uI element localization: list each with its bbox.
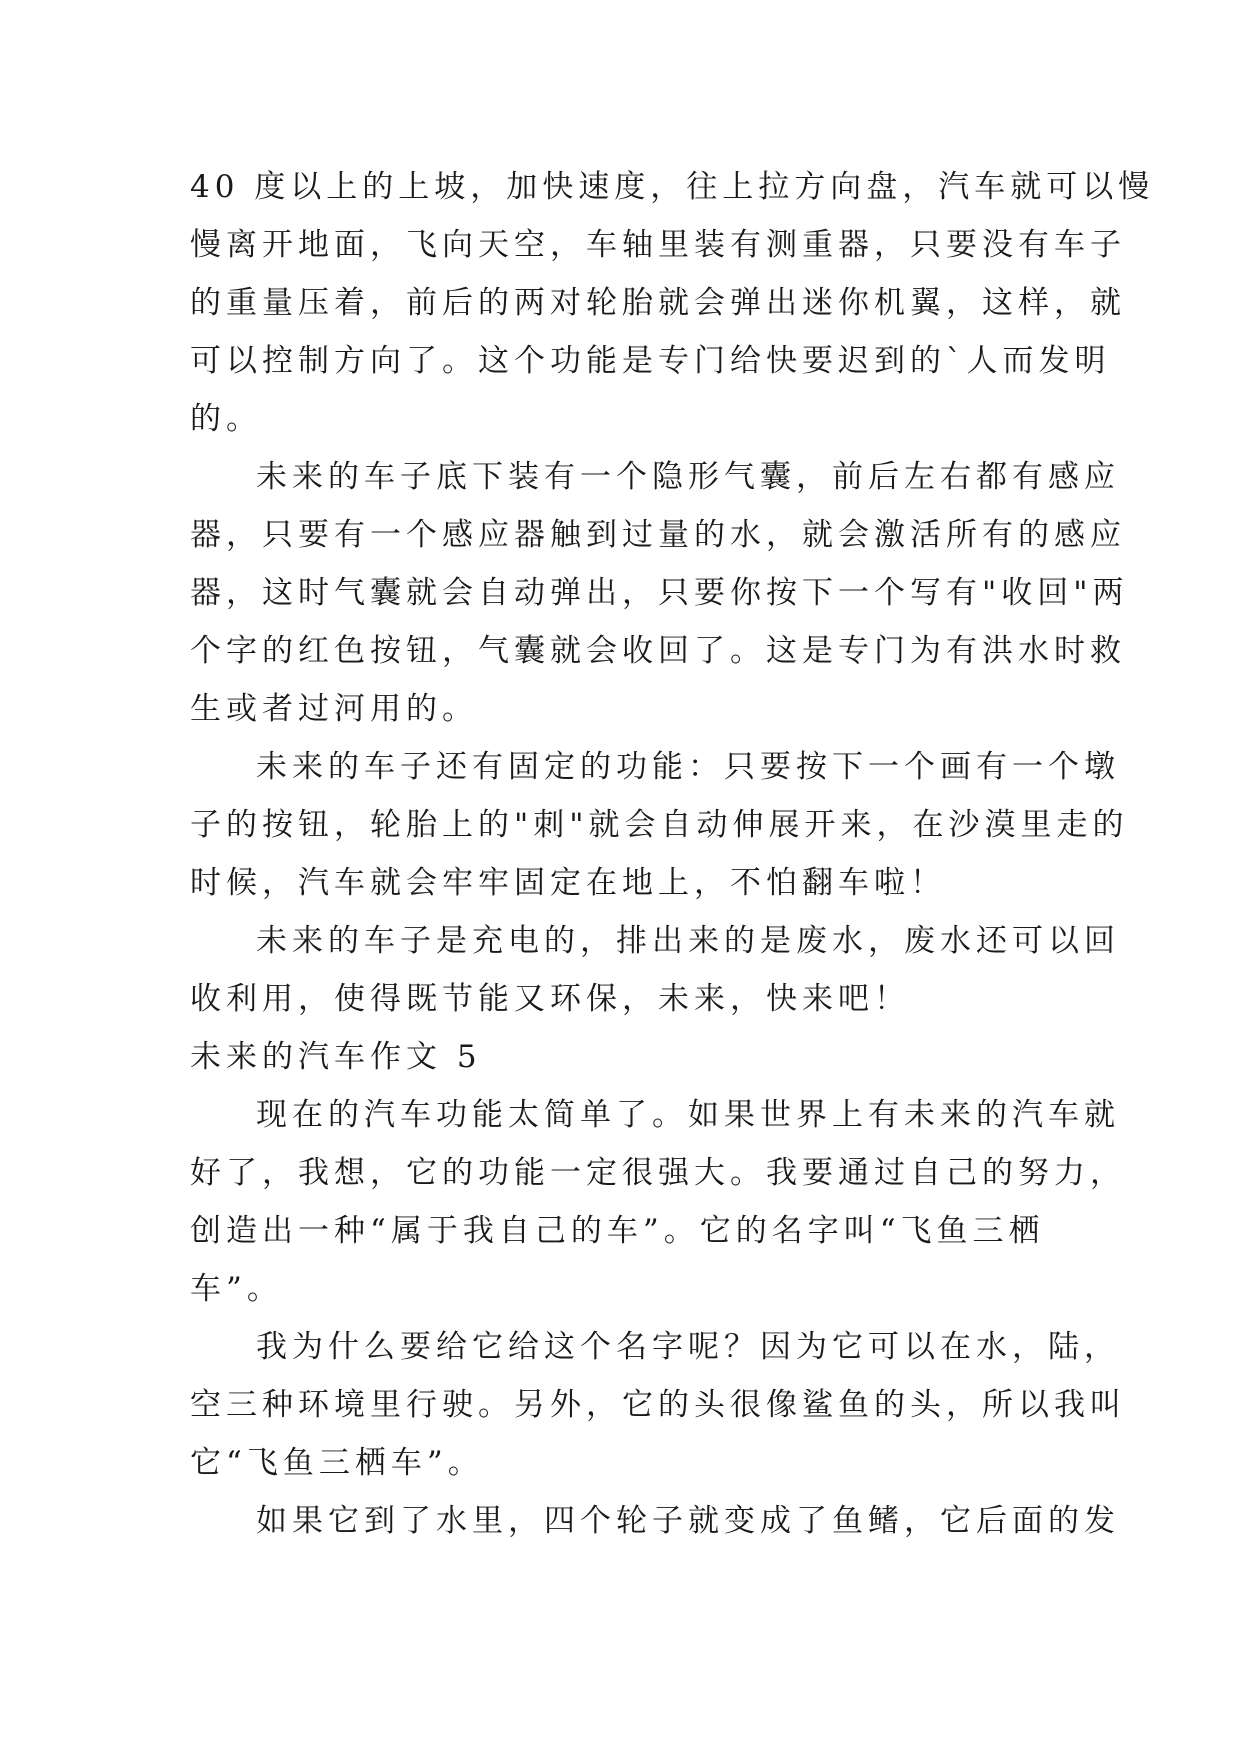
text-line: 个字的红色按钮，气囊就会收回了。这是专门为有洪水时救 — [190, 633, 1126, 669]
text-line: 时候，汽车就会牢牢固定在地上，不怕翻车啦！ — [190, 865, 946, 901]
text-line: 未来的车子底下装有一个隐形气囊，前后左右都有感应 — [256, 459, 1120, 495]
text-line: 的。 — [190, 401, 262, 437]
text-line: 它“飞鱼三栖车”。 — [190, 1445, 484, 1481]
text-line: 器，只要有一个感应器触到过量的水，就会激活所有的感应 — [190, 517, 1126, 553]
text-line: 的重量压着，前后的两对轮胎就会弹出迷你机翼，这样，就 — [190, 285, 1126, 321]
paragraph-airbag — [190, 448, 1129, 738]
text-line: 慢离开地面，飞向天空，车轴里装有测重器，只要没有车子 — [190, 227, 1126, 263]
text-line: 器，这时气囊就会自动弹出，只要你按下一个写有"收回"两 — [190, 575, 1129, 611]
text-column — [190, 158, 1155, 1550]
text-line: 现在的汽车功能太简单了。如果世界上有未来的汽车就 — [256, 1097, 1120, 1133]
paragraph-water-mode — [190, 1492, 1120, 1550]
paragraph-flying-car — [190, 158, 1155, 448]
text-line: 空三种环境里行驶。另外，它的头很像鲨鱼的头，所以我叫 — [190, 1387, 1126, 1423]
text-line: 可以控制方向了。这个功能是专门给快要迟到的`人而发明 — [190, 343, 1111, 379]
text-line: 40 度以上的上坡，加快速度，往上拉方向盘，汽车就可以慢 — [190, 169, 1155, 205]
text-line: 我为什么要给它给这个名字呢？因为它可以在水，陆， — [256, 1329, 1120, 1365]
text-line: 未来的车子还有固定的功能：只要按下一个画有一个墩 — [256, 749, 1120, 785]
text-line: 创造出一种“属于我自己的车”。它的名字叫“飞鱼三栖 — [190, 1213, 1045, 1249]
section-title: 未来的汽车作文 5 — [190, 1039, 482, 1075]
text-line: 好了，我想，它的功能一定很强大。我要通过自己的努力， — [190, 1155, 1126, 1191]
text-line: 收利用，使得既节能又环保，未来，快来吧！ — [190, 981, 910, 1017]
text-line: 如果它到了水里，四个轮子就变成了鱼鳍，它后面的发 — [256, 1503, 1120, 1539]
text-line: 未来的车子是充电的，排出来的是废水，废水还可以回 — [256, 923, 1120, 959]
text-line: 车”。 — [190, 1271, 283, 1307]
text-line: 子的按钮，轮胎上的"刺"就会自动伸展开来，在沙漠里走的 — [190, 807, 1129, 843]
paragraph-electric — [190, 912, 1120, 1028]
text-line: 生或者过河用的。 — [190, 691, 478, 727]
paragraph-name-reason — [190, 1318, 1126, 1492]
paragraph-intro — [190, 1086, 1126, 1318]
paragraph-fixing-function — [190, 738, 1129, 912]
